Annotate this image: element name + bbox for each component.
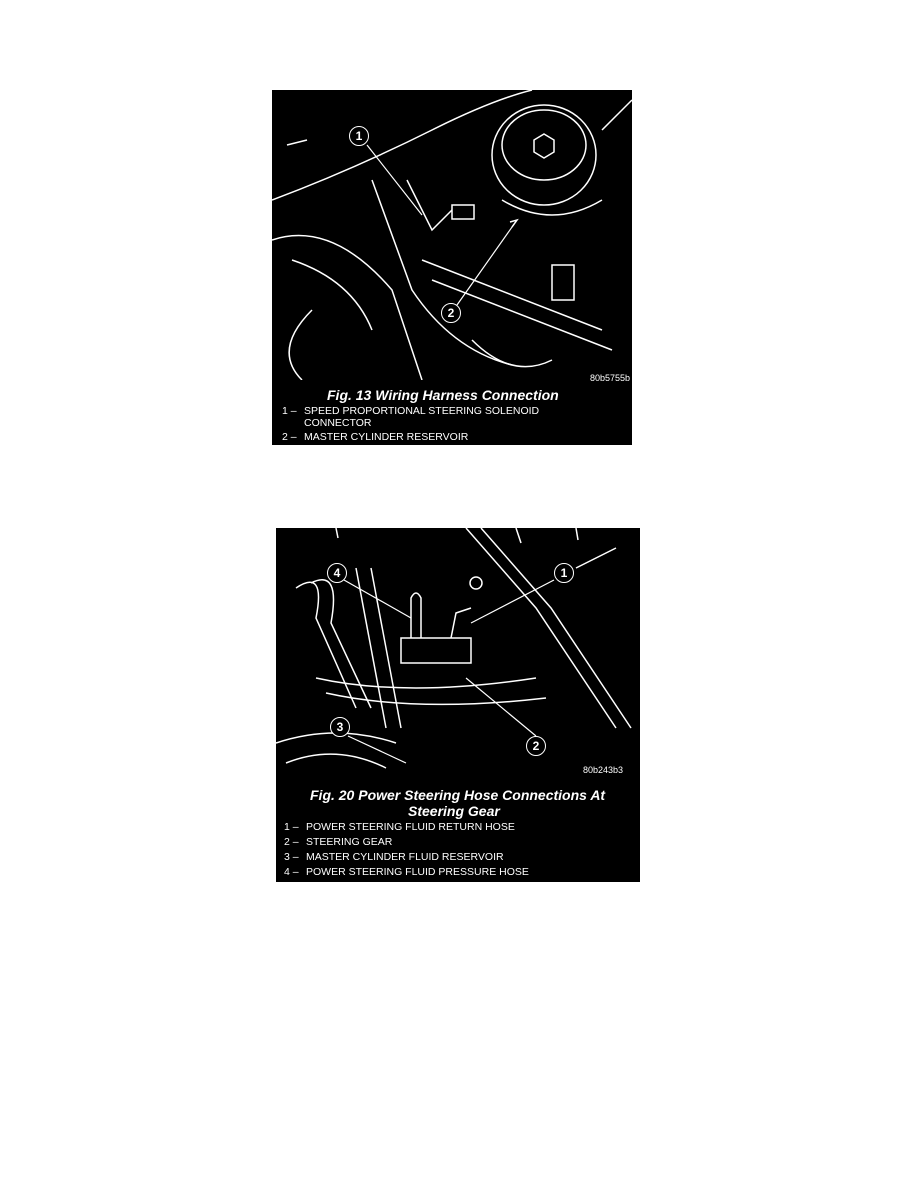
- callout-1: 1: [554, 563, 574, 583]
- callout-4: 4: [327, 563, 347, 583]
- legend-text: POWER STEERING FLUID PRESSURE HOSE: [306, 866, 529, 878]
- legend-item: [282, 431, 468, 443]
- legend-item: [284, 866, 529, 878]
- legend-text: CONNECTOR: [304, 417, 372, 429]
- legend-text: STEERING GEAR: [306, 836, 393, 848]
- legend-item: [282, 405, 539, 417]
- figure-title: Fig. 13 Wiring Harness Connection: [327, 387, 559, 403]
- legend-number: 4 –: [284, 866, 299, 878]
- callout-2: 2: [441, 303, 461, 323]
- figure-id-code: 80b5755b: [590, 373, 631, 383]
- callout-3: 3: [330, 717, 350, 737]
- legend-number: 3 –: [284, 851, 299, 863]
- figure-20: [276, 528, 640, 882]
- legend-number: 1 –: [282, 405, 297, 417]
- wiring-harness-illustration: [272, 90, 632, 380]
- legend-text: SPEED PROPORTIONAL STEERING SOLENOID: [304, 405, 540, 417]
- legend-item: [284, 836, 392, 848]
- figure-title-line-1: Fig. 20 Power Steering Hose Connections At: [310, 787, 606, 803]
- legend-text: POWER STEERING FLUID RETURN HOSE: [306, 821, 515, 833]
- callout-2: 2: [526, 736, 546, 756]
- figure-title-line-2: Steering Gear: [408, 803, 500, 819]
- figure-id-code: 80b243b3: [583, 765, 624, 775]
- legend-number: 1 –: [284, 821, 299, 833]
- callout-1: 1: [349, 126, 369, 146]
- legend-item: [284, 851, 504, 863]
- legend-number: 2 –: [284, 836, 299, 848]
- figure-13: [272, 90, 632, 445]
- legend-text: MASTER CYLINDER FLUID RESERVOIR: [306, 851, 504, 863]
- legend-item-continued: [304, 417, 371, 429]
- legend-text: MASTER CYLINDER RESERVOIR: [304, 431, 469, 443]
- legend-item: [284, 821, 515, 833]
- legend-number: 2 –: [282, 431, 297, 443]
